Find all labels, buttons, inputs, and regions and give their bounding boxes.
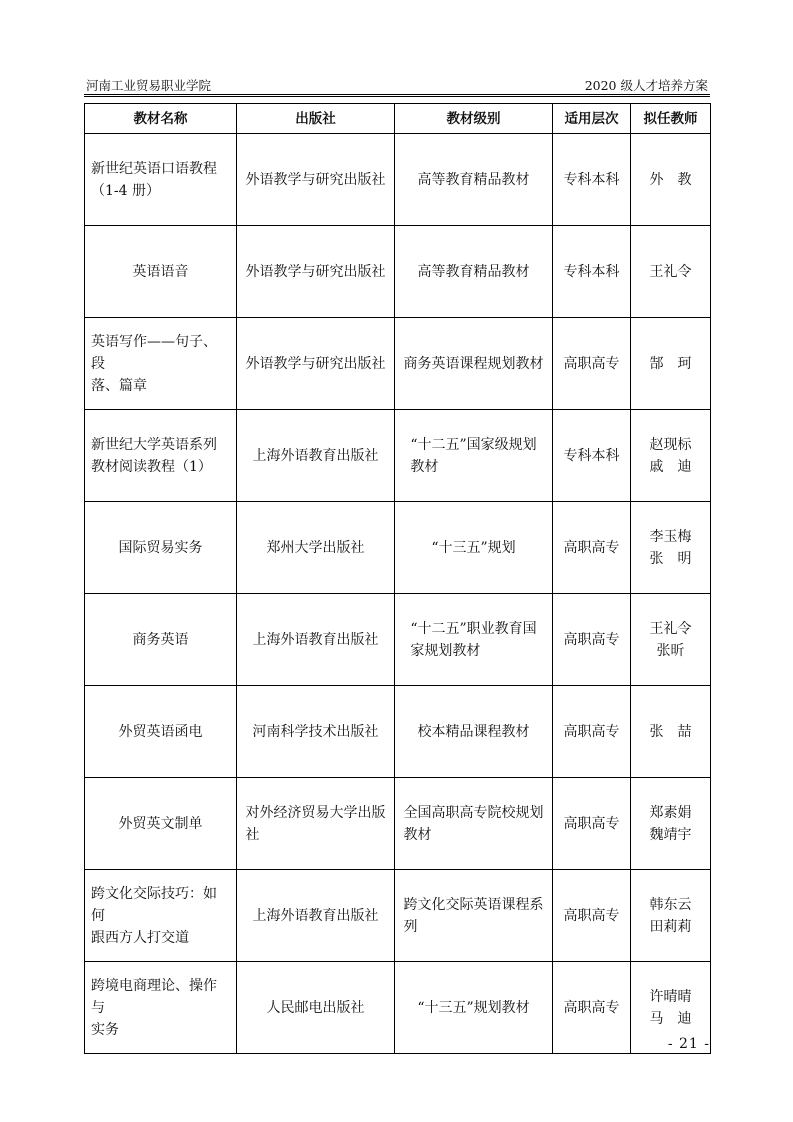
publisher-cell bbox=[237, 410, 395, 502]
teacher-cell bbox=[631, 410, 711, 502]
table-row bbox=[85, 318, 711, 410]
table-row bbox=[85, 226, 711, 318]
tier-cell bbox=[553, 778, 631, 870]
tier-cell bbox=[553, 410, 631, 502]
textbook-name-cell bbox=[85, 226, 237, 318]
textbook-level: “十二五”国家级规划 教材 bbox=[410, 436, 537, 475]
header-institution: 河南工业贸易职业学院 bbox=[86, 78, 212, 93]
teacher-cell bbox=[631, 226, 711, 318]
teacher: 李玉梅 张 明 bbox=[649, 528, 692, 567]
textbook-name: 英语写作——句子、段 落、篇章 bbox=[91, 333, 217, 394]
textbook-name-cell bbox=[85, 778, 237, 870]
publisher: 上海外语教育出版社 bbox=[252, 631, 379, 648]
column-header-teacher: 拟任教师 bbox=[631, 104, 711, 134]
table-row bbox=[85, 870, 711, 962]
textbook-name-cell bbox=[85, 594, 237, 686]
teacher: 郑素娟 魏靖宇 bbox=[649, 804, 692, 843]
publisher: 对外经济贸易大学出版 社 bbox=[245, 804, 386, 843]
publisher-cell bbox=[237, 594, 395, 686]
column-header-publisher: 出版社 bbox=[237, 104, 395, 134]
publisher: 上海外语教育出版社 bbox=[252, 447, 379, 464]
textbook-name: 外贸英文制单 bbox=[118, 815, 203, 832]
table-row bbox=[85, 134, 711, 226]
publisher: 郑州大学出版社 bbox=[266, 539, 365, 556]
teacher-cell bbox=[631, 870, 711, 962]
teacher-cell bbox=[631, 318, 711, 410]
tier-cell bbox=[553, 686, 631, 778]
publisher-cell bbox=[237, 134, 395, 226]
textbook-name: 外贸英语函电 bbox=[118, 723, 203, 740]
applicable-tier: 高职高专 bbox=[563, 631, 620, 648]
applicable-tier: 专科本科 bbox=[563, 171, 620, 188]
level-cell bbox=[395, 502, 553, 594]
column-header-textbook-level: 教材级别 bbox=[395, 104, 553, 134]
applicable-tier: 专科本科 bbox=[563, 447, 620, 464]
tier-cell bbox=[553, 962, 631, 1054]
textbook-level: “十二五”职业教育国 家规划教材 bbox=[410, 620, 537, 659]
tier-cell bbox=[553, 134, 631, 226]
publisher-cell bbox=[237, 502, 395, 594]
teacher: 赵现标 戚 迪 bbox=[649, 436, 692, 475]
publisher: 外语教学与研究出版社 bbox=[245, 171, 386, 188]
teacher-cell bbox=[631, 778, 711, 870]
table-row bbox=[85, 778, 711, 870]
textbook-name-cell bbox=[85, 502, 237, 594]
textbook-level: 商务英语课程规划教材 bbox=[403, 355, 544, 372]
textbook-table bbox=[84, 103, 711, 1054]
publisher: 人民邮电出版社 bbox=[266, 999, 365, 1016]
textbook-name-cell bbox=[85, 318, 237, 410]
textbook-name-cell bbox=[85, 962, 237, 1054]
header-rule bbox=[84, 94, 710, 97]
publisher-cell bbox=[237, 226, 395, 318]
textbook-level: 高等教育精品教材 bbox=[417, 171, 530, 188]
applicable-tier: 高职高专 bbox=[563, 355, 620, 372]
publisher-cell bbox=[237, 686, 395, 778]
teacher: 韩东云 田莉莉 bbox=[649, 896, 692, 935]
textbook-level: 全国高职高专院校规划 教材 bbox=[403, 804, 544, 843]
textbook-name: 新世纪英语口语教程 （1-4 册） bbox=[91, 160, 217, 199]
applicable-tier: 高职高专 bbox=[563, 999, 620, 1016]
textbook-name-cell bbox=[85, 870, 237, 962]
applicable-tier: 高职高专 bbox=[563, 815, 620, 832]
table-row bbox=[85, 410, 711, 502]
tier-cell bbox=[553, 870, 631, 962]
tier-cell bbox=[553, 226, 631, 318]
applicable-tier: 高职高专 bbox=[563, 723, 620, 740]
table-row bbox=[85, 686, 711, 778]
textbook-name: 跨文化交际技巧：如何 跟西方人打交道 bbox=[91, 885, 217, 946]
tier-cell bbox=[553, 502, 631, 594]
textbook-level: “十三五”规划 bbox=[431, 539, 516, 556]
column-header-textbook-name: 教材名称 bbox=[85, 104, 237, 134]
tier-cell bbox=[553, 318, 631, 410]
level-cell bbox=[395, 318, 553, 410]
level-cell bbox=[395, 778, 553, 870]
textbook-name-cell bbox=[85, 686, 237, 778]
publisher-cell bbox=[237, 962, 395, 1054]
publisher: 河南科学技术出版社 bbox=[252, 723, 379, 740]
textbook-level: “十三五”规划教材 bbox=[417, 999, 530, 1016]
publisher: 外语教学与研究出版社 bbox=[245, 263, 386, 280]
teacher-cell bbox=[631, 594, 711, 686]
textbook-level: 校本精品课程教材 bbox=[417, 723, 530, 740]
applicable-tier: 高职高专 bbox=[563, 907, 620, 924]
teacher: 许晴晴 马 迪 bbox=[649, 988, 692, 1027]
table-header-row bbox=[85, 104, 711, 134]
table-row bbox=[85, 962, 711, 1054]
publisher-cell bbox=[237, 870, 395, 962]
applicable-tier: 专科本科 bbox=[563, 263, 620, 280]
textbook-name: 跨境电商理论、操作与 实务 bbox=[91, 977, 217, 1038]
textbook-name: 英语语音 bbox=[132, 263, 189, 280]
level-cell bbox=[395, 686, 553, 778]
textbook-name: 国际贸易实务 bbox=[118, 539, 203, 556]
level-cell bbox=[395, 962, 553, 1054]
textbook-name: 商务英语 bbox=[132, 631, 189, 648]
textbook-level: 跨文化交际英语课程系 列 bbox=[403, 896, 544, 935]
teacher-cell bbox=[631, 502, 711, 594]
page-number: - 21 - bbox=[667, 1036, 710, 1052]
teacher: 外 教 bbox=[649, 171, 692, 188]
teacher: 王礼令 bbox=[649, 263, 692, 280]
publisher: 外语教学与研究出版社 bbox=[245, 355, 386, 372]
teacher: 郜 珂 bbox=[649, 355, 692, 372]
publisher-cell bbox=[237, 318, 395, 410]
applicable-tier: 高职高专 bbox=[563, 539, 620, 556]
column-header-applicable-tier: 适用层次 bbox=[553, 104, 631, 134]
textbook-name: 新世纪大学英语系列 教材阅读教程（1） bbox=[91, 436, 217, 475]
level-cell bbox=[395, 594, 553, 686]
textbook-name-cell bbox=[85, 134, 237, 226]
level-cell bbox=[395, 226, 553, 318]
table-row bbox=[85, 594, 711, 686]
publisher-cell bbox=[237, 778, 395, 870]
textbook-level: 高等教育精品教材 bbox=[417, 263, 530, 280]
teacher-cell bbox=[631, 686, 711, 778]
level-cell bbox=[395, 134, 553, 226]
level-cell bbox=[395, 870, 553, 962]
textbook-name-cell bbox=[85, 410, 237, 502]
publisher: 上海外语教育出版社 bbox=[252, 907, 379, 924]
header-document-title: 2020 级人才培养方案 bbox=[584, 78, 708, 93]
running-header bbox=[84, 74, 710, 94]
teacher-cell bbox=[631, 134, 711, 226]
teacher: 王礼令 张昕 bbox=[649, 620, 692, 659]
table-row bbox=[85, 502, 711, 594]
tier-cell bbox=[553, 594, 631, 686]
teacher: 张 喆 bbox=[649, 723, 692, 740]
level-cell bbox=[395, 410, 553, 502]
